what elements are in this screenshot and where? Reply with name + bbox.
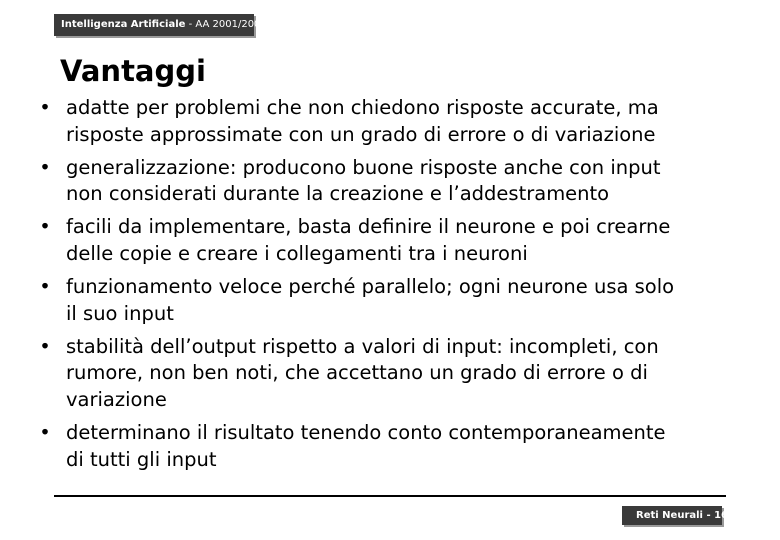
bullet-line: adatte per problemi che non chiedono risposte accurate, ma: [66, 96, 659, 119]
bullet-line: facili da implementare, basta definire il neurone e poi crearne: [66, 215, 671, 239]
bullet-line: generalizzazione: producono buone risposte anche con input: [66, 155, 661, 179]
footer-divider: [54, 495, 726, 497]
academic-year: - AA 2001/2002: [185, 19, 267, 30]
bullet-dot: •: [39, 421, 51, 445]
bullet-item: [38, 214, 758, 267]
bullet-line: risposte approssimate con un grado di errore o di variazione: [66, 122, 656, 146]
bullet-dot: •: [39, 155, 51, 179]
bullet-line: rumore, non ben noti, che accettano un grado di errore o di: [66, 361, 648, 385]
bullet-item: [38, 274, 758, 327]
slide-title: Vantaggi: [60, 54, 206, 88]
bullet-line: non considerati durante la creazione e l’addestramento: [66, 182, 610, 206]
bullet-item: [38, 420, 758, 473]
bullet-item: [38, 334, 758, 414]
bullet-line: di tutti gli input: [66, 447, 217, 471]
bullet-item: [38, 155, 758, 208]
bullet-line: il suo input: [66, 301, 174, 325]
course-name: Intelligenza Artificiale: [61, 19, 186, 30]
bullet-dot: •: [39, 215, 51, 239]
bullet-dot: •: [39, 275, 51, 299]
bullet-line: funzionamento veloce perché parallelo; ogni neurone usa solo: [66, 275, 675, 299]
page-number-tag: Reti Neurali - 16: [622, 506, 722, 525]
bullet-line: variazione: [66, 387, 167, 411]
bullet-item: [38, 95, 758, 148]
bullet-dot: •: [39, 96, 51, 119]
course-header-tag: [54, 14, 267, 36]
bullet-line: stabilità dell’output rispetto a valori di input: incompleti, con: [66, 334, 659, 358]
bullet-list: [38, 95, 758, 480]
bullet-dot: •: [39, 334, 51, 358]
bullet-line: delle copie e creare i collegamenti tra i neuroni: [66, 241, 528, 265]
bullet-line: determinano il risultato tenendo conto contemporaneamente: [66, 421, 666, 445]
